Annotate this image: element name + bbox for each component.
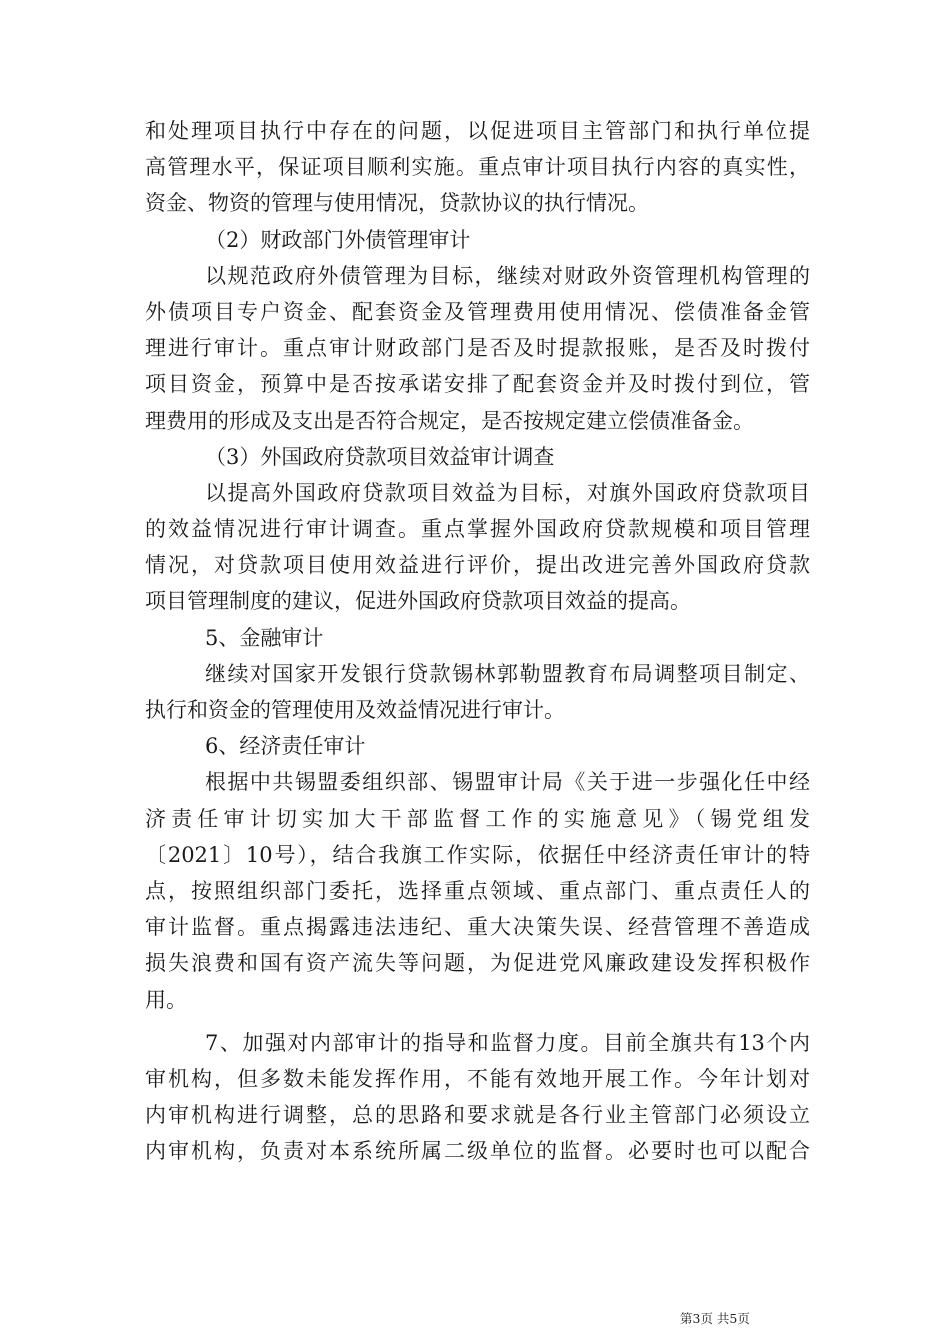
text-line: 7、加强对内部审计的指导和监督力度。目前全旗共有13个内	[205, 1030, 810, 1055]
text-line: 资金、物资的管理与使用情况，贷款协议的执行情况。	[145, 191, 649, 216]
text-line: 根据中共锡盟委组织部、锡盟审计局《关于进一步强化任中经	[205, 770, 810, 795]
text-line: 情况，对贷款项目使用效益进行评价，提出改进完善外国政府贷款	[145, 553, 810, 578]
text-line: 内审机构，负责对本系统所属二级单位的监督。必要时也可以配合	[145, 1139, 810, 1164]
text-line: 审计监督。重点揭露违法违纪、重大决策失误、经营管理不善造成	[145, 915, 810, 940]
text-line: 外债项目专户资金、配套资金及管理费用使用情况、偿债准备金管	[145, 299, 810, 324]
text-line: 损失浪费和国有资产流失等问题，为促进党风廉政建设发挥积极作	[145, 951, 810, 976]
text-line: （3）外国政府贷款项目效益审计调查	[205, 444, 555, 469]
text-line: 以提高外国政府贷款项目效益为目标，对旗外国政府贷款项目	[205, 480, 810, 505]
text-line: 以规范政府外债管理为目标，继续对财政外资管理机构管理的	[205, 263, 810, 288]
text-line: 执行和资金的管理使用及效益情况进行审计。	[145, 698, 565, 722]
text-line: 济责任审计切实加大干部监督工作的实施意见》（锡党组发	[145, 806, 810, 831]
text-line: 项目资金，预算中是否按承诺安排了配套资金并及时拨付到位，管	[145, 372, 810, 397]
text-line: 理进行审计。重点审计财政部门是否及时提款报账，是否及时拨付	[145, 336, 810, 361]
text-line: 理费用的形成及支出是否符合规定，是否按规定建立偿债准备金。	[145, 408, 754, 433]
text-line: 继续对国家开发银行贷款锡林郭勒盟教育布局调整项目制定、	[205, 661, 810, 686]
document-body	[145, 113, 810, 1169]
text-line: 的效益情况进行审计调查。重点掌握外国政府贷款规模和项目管理	[145, 517, 810, 542]
page-number: 第3页 共5页	[680, 1311, 750, 1326]
text-line: 5、金融审计	[205, 625, 324, 650]
text-line: 和处理项目执行中存在的问题，以促进项目主管部门和执行单位提	[145, 119, 810, 143]
text-line: （2）财政部门外债管理审计	[205, 227, 471, 252]
text-line: 〔2021〕10号），结合我旗工作实际，依据任中经济责任审计的特	[145, 842, 810, 867]
text-line: 高管理水平，保证项目顺利实施。重点审计项目执行内容的真实性，	[145, 155, 810, 180]
text-line: 内审机构进行调整，总的思路和要求就是各行业主管部门必须设立	[145, 1103, 810, 1128]
text-line: 点，按照组织部门委托，选择重点领域、重点部门、重点责任人的	[145, 878, 810, 903]
text-line: 6、经济责任审计	[205, 734, 366, 759]
text-line: 用。	[145, 987, 187, 1012]
text-line: 审机构，但多数未能发挥作用，不能有效地开展工作。今年计划对	[145, 1066, 810, 1091]
text-line: 项目管理制度的建议，促进外国政府贷款项目效益的提高。	[145, 589, 691, 614]
